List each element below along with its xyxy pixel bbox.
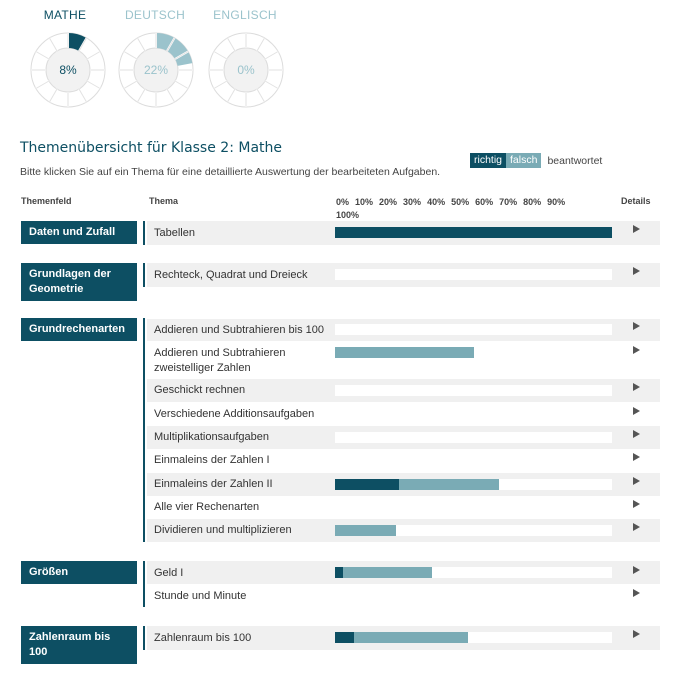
- englisch-progress-donut[interactable]: [206, 30, 286, 110]
- tab-englisch-label: ENGLISCH: [213, 8, 277, 22]
- legend-answered: beantwortet: [547, 154, 603, 167]
- topic-label: Zahlenraum bis 100: [154, 632, 252, 644]
- progress-bar: [335, 432, 612, 443]
- tab-deutsch[interactable]: [105, 8, 205, 30]
- deutsch-progress-donut[interactable]: [116, 30, 196, 110]
- deutsch-percent: 22%: [143, 63, 169, 77]
- topic-label: Addieren und Subtrahieren zweistelliger Zahlen: [154, 347, 286, 374]
- topic-row[interactable]: [147, 403, 660, 426]
- group-label-groessen: Größen: [21, 561, 137, 584]
- details-arrow-icon[interactable]: [633, 523, 640, 531]
- scale-tick: 40%: [427, 197, 446, 207]
- mathe-progress-donut[interactable]: [28, 30, 108, 110]
- topic-row[interactable]: [147, 319, 660, 341]
- details-arrow-icon[interactable]: [633, 453, 640, 461]
- progress-bar: [335, 324, 612, 335]
- details-arrow-icon[interactable]: [633, 589, 640, 597]
- progress-bar: [335, 409, 612, 420]
- group-label-grundrechenarten: Grundrechenarten: [21, 318, 137, 341]
- group-divider: [143, 626, 145, 650]
- bar-right-segment: [335, 632, 354, 643]
- tab-deutsch-label: DEUTSCH: [124, 8, 186, 22]
- group-divider: [143, 318, 145, 542]
- progress-bar: [335, 269, 612, 280]
- bar-wrong-segment: [335, 525, 396, 536]
- subject-tabs: [0, 0, 677, 125]
- scale-tick: 10%: [355, 197, 374, 207]
- mathe-percent: 8%: [59, 63, 77, 77]
- details-arrow-icon[interactable]: [633, 407, 640, 415]
- group-label-zahlenraum: Zahlenraum bis 100: [21, 626, 137, 664]
- tab-mathe[interactable]: [15, 8, 115, 30]
- bar-wrong-segment: [354, 632, 468, 643]
- details-arrow-icon[interactable]: [633, 430, 640, 438]
- legend-right: richtig: [470, 153, 506, 168]
- topic-row[interactable]: [147, 426, 660, 449]
- progress-bar: [335, 502, 612, 513]
- scale-tick: 30%: [403, 197, 422, 207]
- progress-bar: [335, 347, 612, 358]
- scale-tick: 90%: [547, 197, 566, 207]
- column-header-field: Themenfeld: [21, 196, 72, 206]
- tab-englisch[interactable]: [195, 8, 295, 30]
- progress-bar: [335, 632, 612, 643]
- topic-label: Geld I: [154, 567, 184, 579]
- column-header-details: Details: [621, 196, 651, 206]
- topic-label: Einmaleins der Zahlen I: [154, 454, 270, 466]
- progress-bar: [335, 567, 612, 578]
- topic-label: Addieren und Subtrahieren bis 100: [154, 324, 325, 336]
- details-arrow-icon[interactable]: [633, 346, 640, 354]
- englisch-percent: 0%: [237, 63, 255, 77]
- topic-label: Einmaleins der Zahlen II: [154, 478, 273, 490]
- page-title: Themenübersicht für Klasse 2: Mathe: [20, 140, 283, 156]
- progress-bar: [335, 479, 612, 490]
- topic-label: Stunde und Minute: [154, 590, 247, 602]
- bar-right-segment: [335, 227, 612, 238]
- scale-tick: 0%: [336, 197, 350, 207]
- legend-wrong: falsch: [506, 153, 541, 168]
- group-divider: [143, 561, 145, 607]
- group-divider: [143, 221, 145, 245]
- progress-bar: [335, 525, 612, 536]
- bar-wrong-segment: [335, 347, 474, 358]
- topic-label: Dividieren und multiplizieren: [154, 524, 292, 536]
- topic-label: Geschickt rechnen: [154, 384, 246, 396]
- column-header-topic: Thema: [149, 196, 179, 206]
- topic-row[interactable]: [147, 496, 660, 519]
- details-arrow-icon[interactable]: [633, 267, 640, 275]
- scale-tick: 100%: [336, 210, 360, 220]
- details-arrow-icon[interactable]: [633, 630, 640, 638]
- group-label-geometrie: Grundlagen der Geometrie: [21, 263, 137, 301]
- topic-row[interactable]: [147, 585, 660, 608]
- bar-right-segment: [335, 567, 343, 578]
- progress-bar: [335, 227, 612, 238]
- percent-scale: [336, 196, 596, 222]
- details-arrow-icon[interactable]: [633, 500, 640, 508]
- topic-row[interactable]: [147, 221, 660, 245]
- instruction-text: Bitte klicken Sie auf ein Thema für eine detaillierte Auswertung der bearbeiteten Aufgaben.: [20, 166, 441, 178]
- details-arrow-icon[interactable]: [633, 477, 640, 485]
- topic-label: Multiplikationsaufgaben: [154, 431, 269, 443]
- scale-tick: 70%: [499, 197, 518, 207]
- details-arrow-icon[interactable]: [633, 225, 640, 233]
- group-divider: [143, 263, 145, 287]
- scale-tick: 60%: [475, 197, 494, 207]
- topic-label: Rechteck, Quadrat und Dreieck: [154, 269, 308, 281]
- group-label-daten-und-zufall: Daten und Zufall: [21, 221, 137, 244]
- progress-bar: [335, 385, 612, 396]
- topic-label: Verschiedene Additionsaufgaben: [154, 408, 315, 420]
- bar-wrong-segment: [343, 567, 432, 578]
- topic-row[interactable]: [147, 341, 660, 378]
- topic-row[interactable]: [147, 473, 660, 496]
- details-arrow-icon[interactable]: [633, 383, 640, 391]
- scale-tick: 50%: [451, 197, 470, 207]
- bar-right-segment: [335, 479, 399, 490]
- details-arrow-icon[interactable]: [633, 566, 640, 574]
- topic-row[interactable]: [147, 449, 660, 472]
- scale-tick: 80%: [523, 197, 542, 207]
- tab-mathe-label: MATHE: [43, 8, 87, 22]
- progress-bar: [335, 455, 612, 466]
- topic-row[interactable]: [147, 379, 660, 402]
- topic-row[interactable]: [147, 263, 660, 287]
- legend: [470, 153, 602, 168]
- topic-label: Tabellen: [154, 227, 195, 239]
- details-arrow-icon[interactable]: [633, 322, 640, 330]
- bar-wrong-segment: [399, 479, 499, 490]
- topic-label: Alle vier Rechenarten: [154, 501, 260, 513]
- topic-row[interactable]: [147, 626, 660, 650]
- scale-tick: 20%: [379, 197, 398, 207]
- topic-row[interactable]: [147, 519, 660, 542]
- progress-bar: [335, 591, 612, 602]
- topic-row[interactable]: [147, 561, 660, 584]
